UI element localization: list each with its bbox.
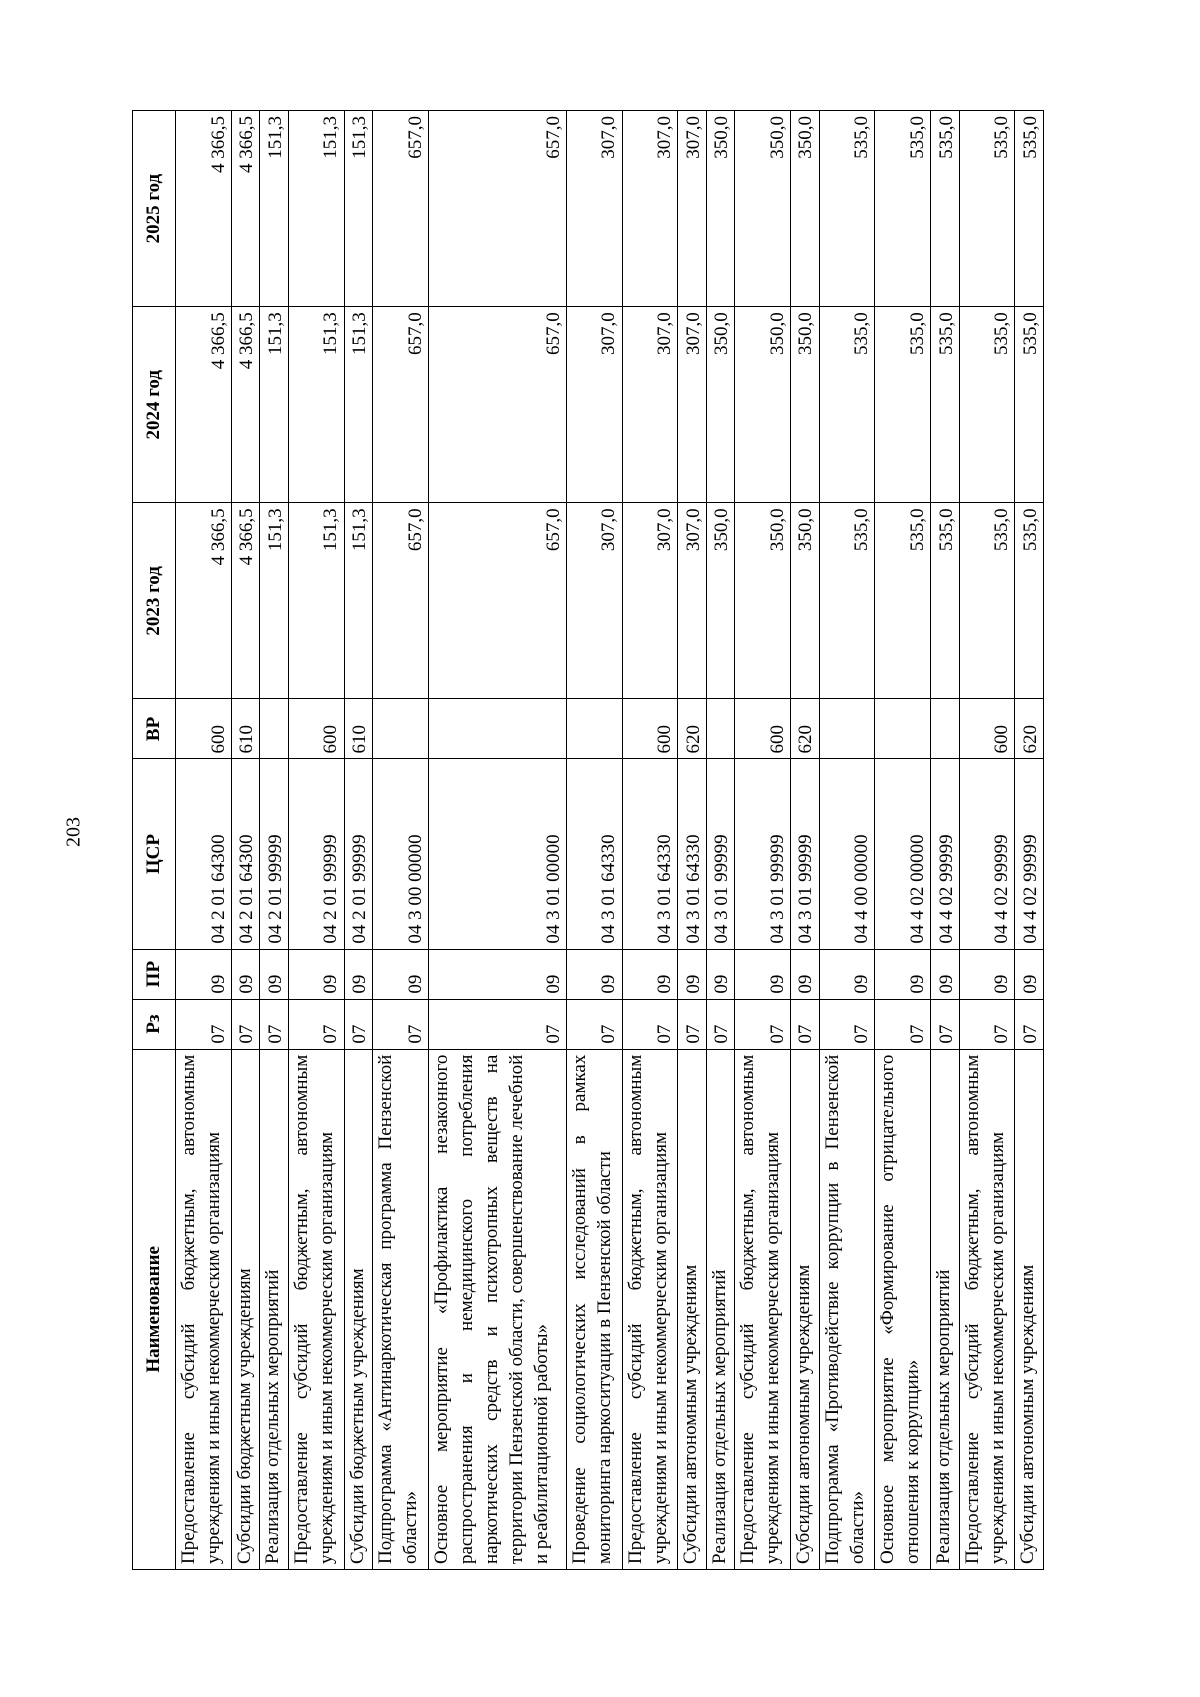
cell-2023: 350,0 [791, 503, 819, 699]
cell-vr [706, 699, 734, 759]
cell-name: Основное мероприятие «Формирование отрицательного отношения к коррупции» [875, 1049, 931, 1569]
cell-vr: 620 [791, 699, 819, 759]
cell-rz: 07 [1015, 999, 1044, 1049]
cell-2023: 535,0 [959, 503, 1015, 699]
cell-vr [260, 699, 288, 759]
header-row [133, 111, 176, 1570]
cell-2025: 307,0 [678, 111, 706, 307]
cell-pr: 09 [1015, 949, 1044, 999]
cell-rz: 07 [791, 999, 819, 1049]
cell-name: Подпрограмма «Противодействие коррупции в Пензенской области» [819, 1049, 875, 1569]
table-row [735, 111, 791, 1570]
cell-csr: 04 4 02 99999 [931, 759, 959, 949]
cell-vr [566, 699, 622, 759]
cell-2024: 535,0 [875, 307, 931, 503]
cell-2024: 151,3 [344, 307, 372, 503]
cell-name: Реализация отдельных мероприятий [260, 1049, 288, 1569]
cell-pr: 09 [791, 949, 819, 999]
cell-2024: 350,0 [791, 307, 819, 503]
cell-name: Предоставление субсидий бюджетным, автономным учреждениям и иным некоммерческим организациям [622, 1049, 678, 1569]
cell-2023: 535,0 [875, 503, 931, 699]
cell-rz: 07 [875, 999, 931, 1049]
cell-csr: 04 2 01 64300 [231, 759, 259, 949]
table-row [372, 111, 428, 1570]
cell-pr: 09 [231, 949, 259, 999]
cell-name: Субсидии бюджетным учреждениям [231, 1049, 259, 1569]
table-row [566, 111, 622, 1570]
page-number: 203 [62, 817, 85, 847]
cell-pr: 09 [959, 949, 1015, 999]
cell-2023: 151,3 [288, 503, 344, 699]
cell-2025: 535,0 [959, 111, 1015, 307]
cell-csr: 04 4 02 99999 [959, 759, 1015, 949]
cell-2024: 307,0 [622, 307, 678, 503]
cell-2023: 350,0 [706, 503, 734, 699]
cell-pr: 09 [622, 949, 678, 999]
cell-csr: 04 4 02 99999 [1015, 759, 1044, 949]
cell-pr: 09 [706, 949, 734, 999]
cell-csr: 04 3 01 00000 [428, 759, 566, 949]
table-row [819, 111, 875, 1570]
header-2023: 2023 год [133, 503, 176, 699]
cell-rz: 07 [819, 999, 875, 1049]
rotated-table-container [132, 110, 1044, 1570]
cell-2025: 535,0 [819, 111, 875, 307]
cell-2025: 4 366,5 [231, 111, 259, 307]
cell-rz: 07 [231, 999, 259, 1049]
cell-pr: 09 [875, 949, 931, 999]
cell-2023: 307,0 [622, 503, 678, 699]
cell-vr: 600 [959, 699, 1015, 759]
cell-pr: 09 [735, 949, 791, 999]
cell-vr [819, 699, 875, 759]
cell-pr: 09 [344, 949, 372, 999]
cell-csr: 04 3 01 64330 [678, 759, 706, 949]
cell-vr: 620 [678, 699, 706, 759]
cell-name: Основное мероприятие «Профилактика незаконного распространения и немедицинского потребления наркотических средств и психотропных веществ на территории Пензенской области, совершенствование лечебной и реабилитационной работы» [428, 1049, 566, 1569]
cell-2025: 350,0 [791, 111, 819, 307]
cell-2024: 535,0 [931, 307, 959, 503]
cell-name: Предоставление субсидий бюджетным, автономным учреждениям и иным некоммерческим организациям [288, 1049, 344, 1569]
cell-2023: 307,0 [566, 503, 622, 699]
header-2025: 2025 год [133, 111, 176, 307]
table-row [428, 111, 566, 1570]
cell-pr: 09 [260, 949, 288, 999]
cell-csr: 04 2 01 99999 [344, 759, 372, 949]
cell-csr: 04 3 01 99999 [706, 759, 734, 949]
cell-name: Реализация отдельных мероприятий [706, 1049, 734, 1569]
cell-vr: 610 [231, 699, 259, 759]
cell-rz: 07 [260, 999, 288, 1049]
cell-csr: 04 4 00 00000 [819, 759, 875, 949]
cell-2024: 151,3 [288, 307, 344, 503]
cell-2025: 535,0 [1015, 111, 1044, 307]
cell-csr: 04 3 00 00000 [372, 759, 428, 949]
cell-rz: 07 [959, 999, 1015, 1049]
table-row [959, 111, 1015, 1570]
cell-csr: 04 2 01 99999 [288, 759, 344, 949]
cell-vr: 600 [288, 699, 344, 759]
cell-pr: 09 [288, 949, 344, 999]
cell-2024: 151,3 [260, 307, 288, 503]
cell-csr: 04 2 01 64300 [176, 759, 232, 949]
cell-pr: 09 [931, 949, 959, 999]
header-csr: ЦСР [133, 759, 176, 949]
cell-pr: 09 [566, 949, 622, 999]
cell-2024: 4 366,5 [231, 307, 259, 503]
table-row [344, 111, 372, 1570]
cell-2025: 151,3 [260, 111, 288, 307]
cell-2025: 657,0 [372, 111, 428, 307]
cell-csr: 04 3 01 64330 [622, 759, 678, 949]
cell-csr: 04 2 01 99999 [260, 759, 288, 949]
budget-table [132, 110, 1044, 1570]
table-row [678, 111, 706, 1570]
cell-2023: 350,0 [735, 503, 791, 699]
cell-pr: 09 [428, 949, 566, 999]
cell-2025: 307,0 [566, 111, 622, 307]
table-row [875, 111, 931, 1570]
cell-2024: 350,0 [735, 307, 791, 503]
cell-vr: 610 [344, 699, 372, 759]
cell-vr: 600 [176, 699, 232, 759]
cell-vr [372, 699, 428, 759]
table-row [288, 111, 344, 1570]
table-row [176, 111, 232, 1570]
cell-rz: 07 [931, 999, 959, 1049]
cell-2024: 657,0 [428, 307, 566, 503]
table-row [622, 111, 678, 1570]
cell-2025: 4 366,5 [176, 111, 232, 307]
cell-2023: 151,3 [260, 503, 288, 699]
cell-rz: 07 [288, 999, 344, 1049]
cell-2024: 535,0 [1015, 307, 1044, 503]
cell-name: Предоставление субсидий бюджетным, автономным учреждениям и иным некоммерческим организациям [735, 1049, 791, 1569]
cell-rz: 07 [622, 999, 678, 1049]
cell-2023: 151,3 [344, 503, 372, 699]
cell-name: Проведение социологических исследований в рамках мониторинга наркоситуации в Пензенской области [566, 1049, 622, 1569]
cell-pr: 09 [176, 949, 232, 999]
cell-name: Предоставление субсидий бюджетным, автономным учреждениям и иным некоммерческим организациям [176, 1049, 232, 1569]
cell-2023: 4 366,5 [176, 503, 232, 699]
cell-vr: 600 [735, 699, 791, 759]
cell-2025: 657,0 [428, 111, 566, 307]
cell-2025: 350,0 [735, 111, 791, 307]
cell-2025: 535,0 [931, 111, 959, 307]
cell-2024: 657,0 [372, 307, 428, 503]
cell-csr: 04 3 01 99999 [735, 759, 791, 949]
cell-2024: 307,0 [678, 307, 706, 503]
table-header [133, 111, 176, 1570]
cell-name: Предоставление субсидий бюджетным, автономным учреждениям и иным некоммерческим организациям [959, 1049, 1015, 1569]
header-pr: ПР [133, 949, 176, 999]
header-name: Наименование [133, 1049, 176, 1569]
cell-rz: 07 [428, 999, 566, 1049]
cell-2024: 307,0 [566, 307, 622, 503]
cell-name: Субсидии автономным учреждениям [1015, 1049, 1044, 1569]
cell-vr [931, 699, 959, 759]
table-row [1015, 111, 1044, 1570]
cell-name: Подпрограмма «Антинаркотическая программа Пензенской области» [372, 1049, 428, 1569]
cell-2023: 535,0 [931, 503, 959, 699]
cell-2025: 350,0 [706, 111, 734, 307]
cell-csr: 04 3 01 99999 [791, 759, 819, 949]
cell-2025: 535,0 [875, 111, 931, 307]
cell-rz: 07 [735, 999, 791, 1049]
cell-csr: 04 3 01 64330 [566, 759, 622, 949]
cell-name: Субсидии автономным учреждениям [678, 1049, 706, 1569]
cell-2024: 535,0 [819, 307, 875, 503]
cell-vr [428, 699, 566, 759]
cell-2023: 4 366,5 [231, 503, 259, 699]
cell-vr: 600 [622, 699, 678, 759]
header-rz: Рз [133, 999, 176, 1049]
cell-2024: 350,0 [706, 307, 734, 503]
cell-2024: 4 366,5 [176, 307, 232, 503]
cell-rz: 07 [176, 999, 232, 1049]
cell-2023: 535,0 [819, 503, 875, 699]
table-row [791, 111, 819, 1570]
cell-rz: 07 [344, 999, 372, 1049]
cell-name: Реализация отдельных мероприятий [931, 1049, 959, 1569]
cell-pr: 09 [678, 949, 706, 999]
cell-name: Субсидии автономным учреждениям [791, 1049, 819, 1569]
cell-2024: 535,0 [959, 307, 1015, 503]
cell-2023: 535,0 [1015, 503, 1044, 699]
cell-2025: 151,3 [288, 111, 344, 307]
header-vr: ВР [133, 699, 176, 759]
cell-rz: 07 [372, 999, 428, 1049]
table-row [231, 111, 259, 1570]
cell-2025: 307,0 [622, 111, 678, 307]
cell-rz: 07 [566, 999, 622, 1049]
cell-vr: 620 [1015, 699, 1044, 759]
cell-pr: 09 [372, 949, 428, 999]
cell-2023: 657,0 [372, 503, 428, 699]
header-2024: 2024 год [133, 307, 176, 503]
cell-2023: 307,0 [678, 503, 706, 699]
cell-name: Субсидии бюджетным учреждениям [344, 1049, 372, 1569]
cell-2023: 657,0 [428, 503, 566, 699]
cell-rz: 07 [706, 999, 734, 1049]
table-row [706, 111, 734, 1570]
table-row [260, 111, 288, 1570]
cell-2025: 151,3 [344, 111, 372, 307]
cell-csr: 04 4 02 00000 [875, 759, 931, 949]
table-row [931, 111, 959, 1570]
table-body [176, 111, 1044, 1570]
cell-rz: 07 [678, 999, 706, 1049]
cell-pr: 09 [819, 949, 875, 999]
cell-vr [875, 699, 931, 759]
